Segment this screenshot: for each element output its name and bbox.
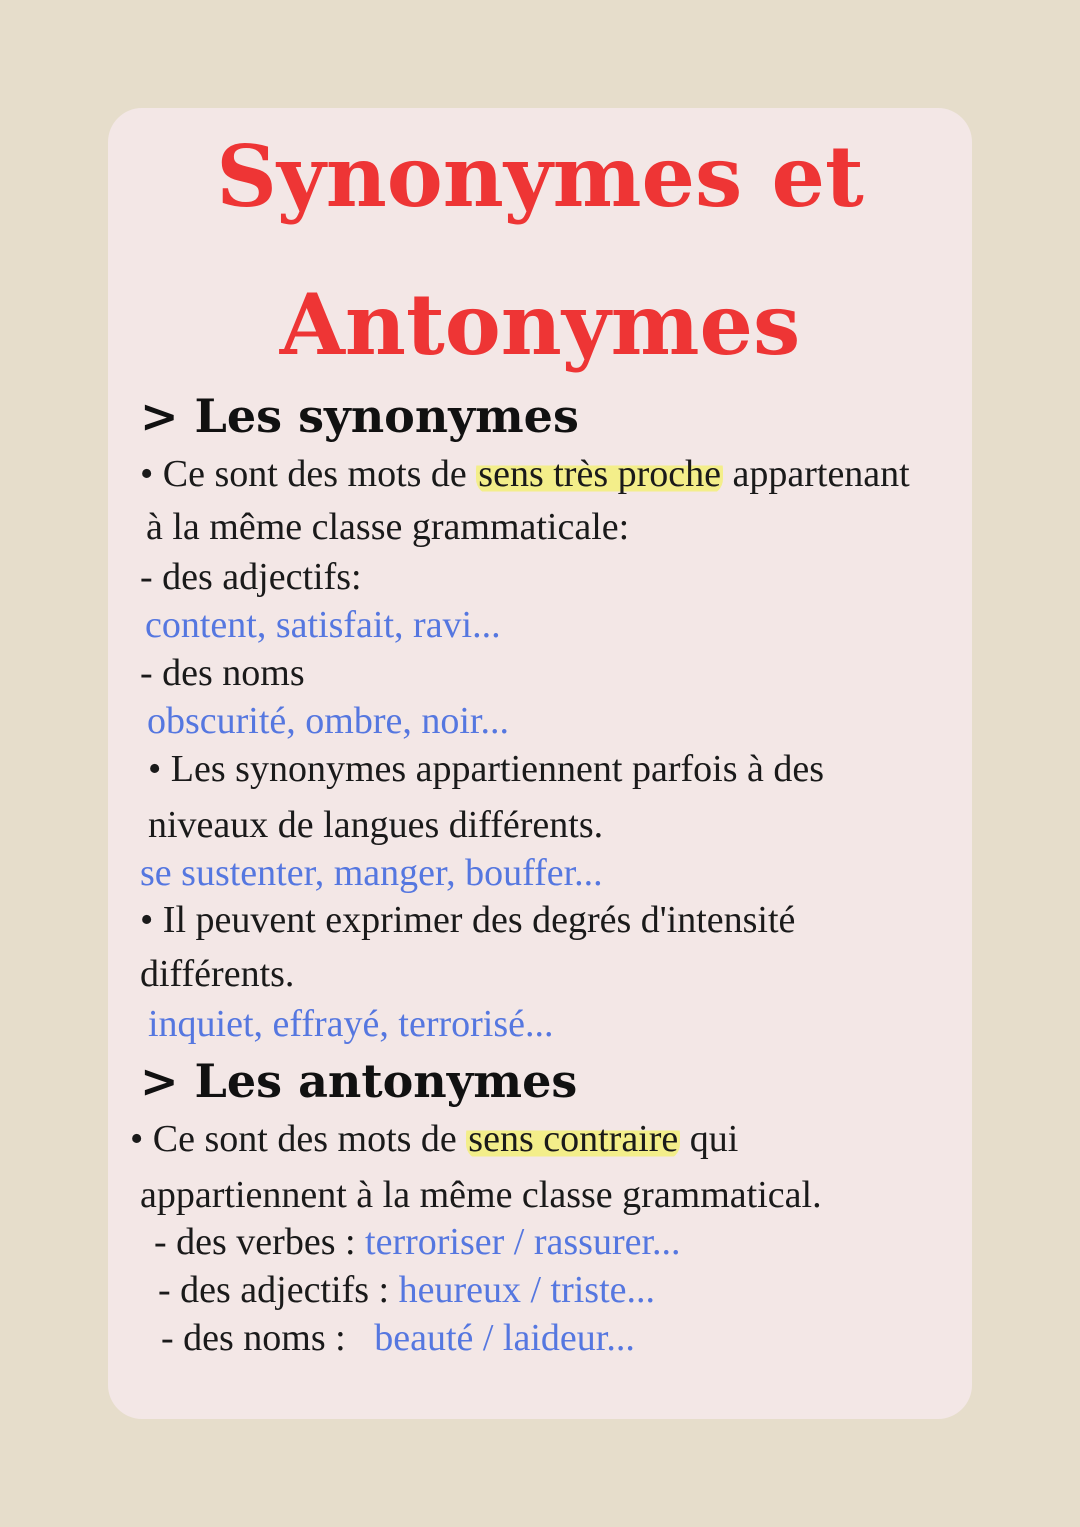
antonymes-adjectifs-label: - des adjectifs :: [158, 1269, 399, 1311]
synonymes-adjectifs-label: - des adjectifs:: [140, 556, 362, 598]
highlight-sens-tres-proche: sens très proche: [478, 453, 721, 495]
antonymes-verbes-examples: terroriser / rassurer...: [365, 1221, 681, 1263]
text-segment: • Ce sont des mots de: [140, 453, 477, 495]
synonymes-niveaux-line1: • Les synonymes appartiennent parfois à des: [148, 748, 825, 790]
text-segment: qui: [680, 1118, 739, 1160]
synonymes-niveaux-examples: se sustenter, manger, bouffer...: [140, 852, 603, 894]
synonymes-definition-line1: [140, 455, 910, 493]
synonymes-intensite-examples: inquiet, effrayé, terrorisé...: [148, 1003, 554, 1045]
text-segment: • Ce sont des mots de: [130, 1118, 467, 1160]
synonymes-intensite-line2: différents.: [140, 953, 295, 995]
antonymes-heading: > Les antonymes: [140, 1054, 578, 1108]
synonymes-adjectifs-examples: content, satisfait, ravi...: [145, 604, 501, 646]
page-title-line2: Antonymes: [279, 275, 801, 374]
antonymes-noms-label: - des noms :: [161, 1317, 356, 1359]
antonymes-adjectifs-examples: heureux / triste...: [398, 1269, 656, 1311]
synonymes-intensite-line1: • Il peuvent exprimer des degrés d'intensité: [140, 899, 796, 941]
antonymes-noms-row: [161, 1319, 635, 1357]
synonymes-noms-label: - des noms: [140, 652, 305, 694]
antonymes-noms-examples: beauté / laideur...: [374, 1317, 635, 1359]
synonymes-definition-line2: à la même classe grammaticale:: [146, 506, 630, 548]
antonymes-definition-line2: appartiennent à la même classe grammatical.: [140, 1174, 822, 1216]
antonymes-verbes-label: - des verbes :: [154, 1221, 366, 1263]
synonymes-heading: > Les synonymes: [140, 389, 579, 443]
synonymes-niveaux-line2: niveaux de langues différents.: [148, 804, 604, 846]
highlight-sens-contraire: sens contraire: [468, 1118, 679, 1160]
antonymes-definition-line1: [130, 1120, 738, 1158]
page-title-line1: Synonymes et: [216, 127, 864, 226]
synonymes-noms-examples: obscurité, ombre, noir...: [147, 700, 509, 742]
text-segment: appartenant: [723, 453, 910, 495]
antonymes-adjectifs-row: [158, 1271, 655, 1309]
antonymes-verbes-row: [154, 1223, 681, 1261]
